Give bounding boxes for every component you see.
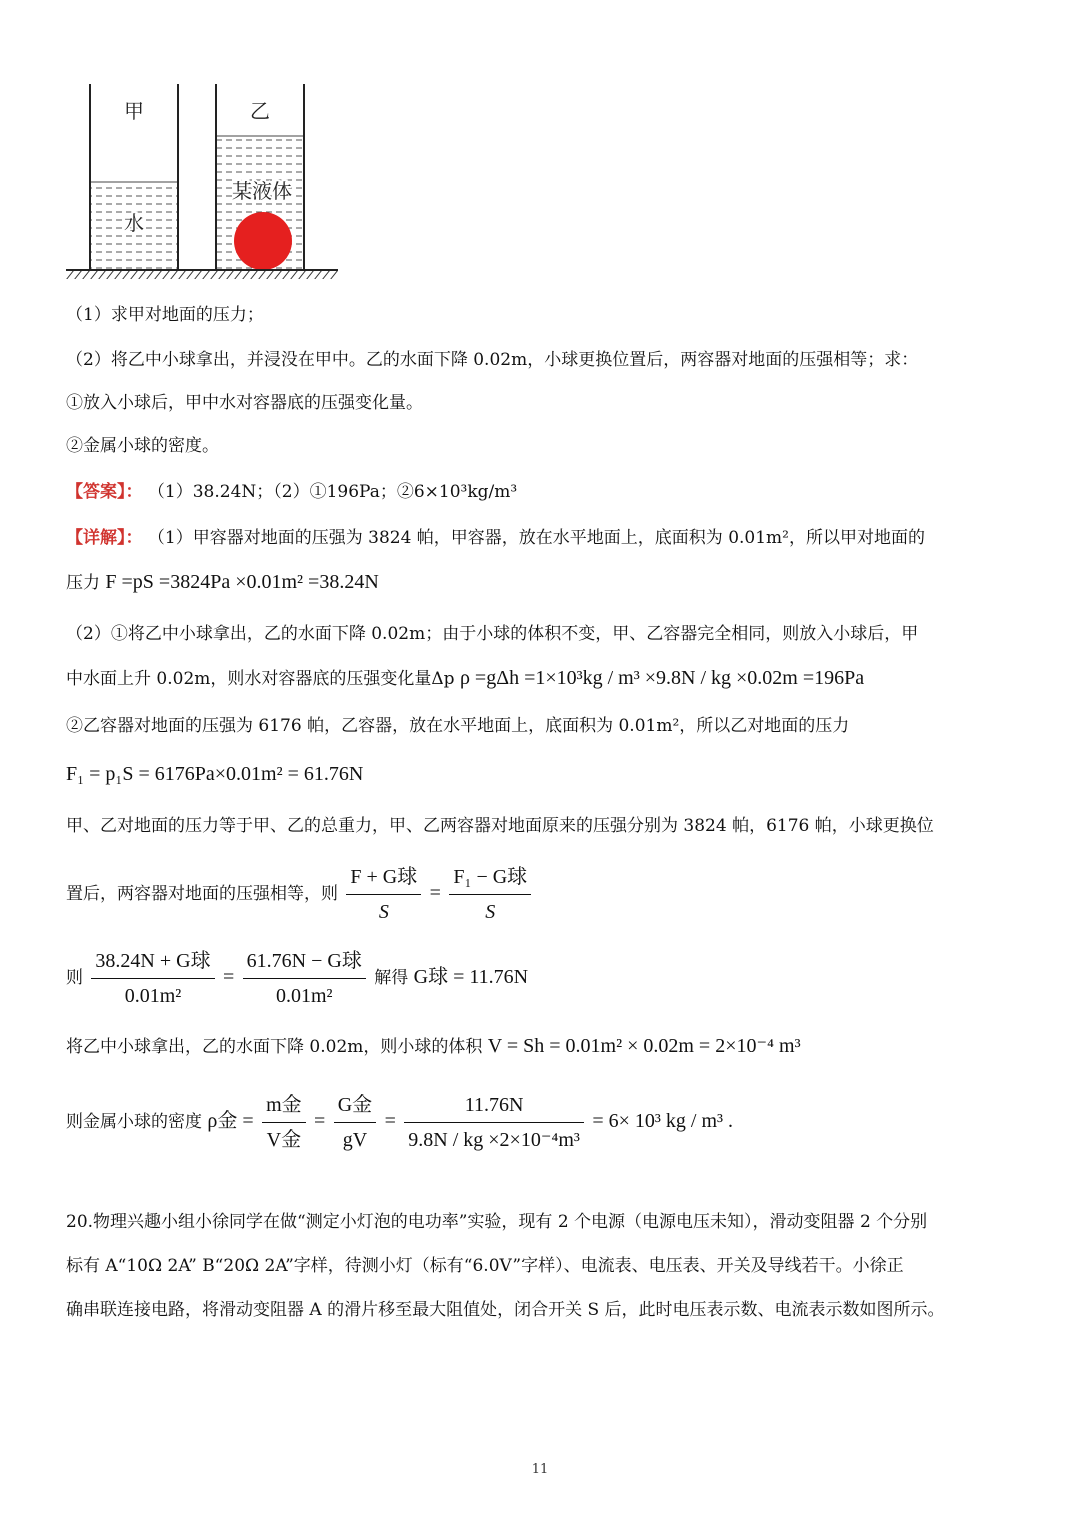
fraction-weight-gv (334, 1090, 376, 1155)
fraction-density-value (404, 1090, 584, 1155)
fraction-left-numerator: F + G球 (346, 862, 421, 895)
containers-diagram (66, 80, 346, 285)
fraction-mass-volume (262, 1090, 306, 1155)
detail-text-4: 中水面上升 0.02m，则水对容器底的压强变化量Δp (66, 669, 455, 689)
question-20-line-1: 20.物理兴趣小组小徐同学在做“测定小灯泡的电功率”实验，现有 2 个电源（电源电压未知），滑动变阻器 2 个分别 (66, 1212, 928, 1232)
fraction-left (346, 862, 421, 927)
detail-line-1 (66, 526, 925, 550)
fraction-right-denominator: S (485, 901, 496, 923)
fraction-right-numerator: F₁ − G球 (449, 862, 531, 895)
question-2b: ②金属小球的密度。 (66, 436, 219, 456)
fraction-force-b (243, 946, 366, 1011)
answer-tag: 【答案】： (66, 482, 143, 502)
page-number: 11 (531, 1462, 549, 1477)
fraction-gv: gV (342, 1129, 368, 1151)
fraction-density-numerator: 11.76N (404, 1090, 584, 1123)
ball-weight-result: G球 = 11.76N (413, 966, 529, 988)
detail-tag: 【详解】： (66, 528, 143, 548)
detail-line-3: （2）①将乙中小球拿出，乙的水面下降 0.02m；由于小球的体积不变，甲、乙容器完全相同，则放入小球后，甲 (66, 624, 919, 644)
density-result: = 6× 10³ kg / m³ . (592, 1110, 733, 1132)
question-2a: ①放入小球后，甲中水对容器底的压强变化量。 (66, 393, 423, 413)
detail-line-10 (66, 1034, 801, 1059)
detail-line-4 (66, 666, 864, 691)
fraction-force-a-numerator: 38.24N + G球 (91, 946, 214, 979)
question-20-line-3: 确串联连接电路，将滑动变阻器 A 的滑片移至最大阻值处，闭合开关 S 后，此时电压表示数、电流表示数如图所示。 (66, 1300, 945, 1320)
detail-text-11: 则金属小球的密度 (66, 1112, 202, 1132)
detail-text-8: 置后，两容器对地面的压强相等，则 (66, 884, 338, 904)
question-20-line-2: 标有 A“10Ω 2A” B“20Ω 2A”字样，待测小灯（标有“6.0V”字样）、电流表、电压表、开关及导线若干。小徐正 (66, 1256, 904, 1276)
answer-text: （1）38.24N；（2）①196Pa；②6×10³kg/m³ (147, 482, 518, 502)
formula-volume: V = Sh = 0.01m² × 0.02m = 2×10⁻⁴ m³ (487, 1035, 801, 1057)
detail-text-10: 将乙中小球拿出，乙的水面下降 0.02m，则小球的体积 (66, 1037, 483, 1057)
detail-line-2 (66, 570, 379, 595)
label-water: 水 (124, 211, 144, 235)
detail-line-9: 则 $\frac{\text{38.24N + G球}}{\text{0.01m²}}$ = $\frac{\text{61.76N − G球}}{\text{0.01m²}}$ 解得 G球 = 11.76N (66, 946, 528, 1011)
metal-ball (234, 212, 292, 270)
detail-line-5: ②乙容器对地面的压强为 6176 帕，乙容器，放在水平地面上，底面积为 0.01m²，所以乙对地面的压力 (66, 716, 850, 736)
detail-line-7: 甲、乙对地面的压力等于甲、乙的总重力，甲、乙两容器对地面原来的压强分别为 3824 帕，6176 帕，小球更换位 (66, 816, 934, 836)
formula-pressure-force: F =pS =3824Pa ×0.01m² =38.24N (105, 571, 379, 593)
label-liquid: 某液体 (232, 179, 292, 203)
fraction-volume: V金 (266, 1129, 302, 1151)
detail-text-1: （1）甲容器对地面的压强为 3824 帕，甲容器，放在水平地面上，底面积为 0.01m²，所以甲对地面的 (147, 528, 925, 548)
detail-text-9-mid: 解得 (374, 968, 409, 988)
answer-line (66, 480, 517, 504)
detail-text-2: 压力 (66, 573, 100, 593)
label-container-b: 乙 (250, 99, 270, 123)
detail-text-9: 则 (66, 968, 83, 988)
fraction-mass: m金 (262, 1090, 306, 1123)
fraction-force-b-denominator: 0.01m² (275, 985, 333, 1007)
fraction-weight: G金 (334, 1090, 376, 1123)
detail-line-8: 置后，两容器对地面的压强相等，则 $\frac{\text{F + G球}}{S}$ = $\frac{\text{F₁ − G球}}{S}$ (66, 862, 534, 927)
fraction-force-a (91, 946, 214, 1011)
fraction-force-a-denominator: 0.01m² (124, 985, 182, 1007)
ground-hatch (66, 271, 338, 279)
question-2: （2）将乙中小球拿出，并浸没在甲中。乙的水面下降 0.02m，小球更换位置后，两容器对地面的压强相等；求： (66, 350, 919, 370)
detail-line-6 (66, 762, 363, 787)
fraction-left-denominator: S (378, 901, 389, 923)
fraction-force-b-numerator: 61.76N − G球 (243, 946, 366, 979)
fraction-right (449, 862, 531, 927)
fraction-density-denominator: 9.8N / kg ×2×10⁻⁴m³ (408, 1129, 580, 1151)
density-symbol: ρ金 = (207, 1110, 254, 1132)
formula-force-b: F₁ = p₁S = 6176Pa×0.01m² = 61.76N (66, 763, 364, 785)
question-1: （1）求甲对地面的压力； (66, 305, 264, 325)
detail-line-11: 则金属小球的密度 ρ金 = $\frac{\text{m金}}{\text{V金}}$ = $\frac{\text{G金}}{gV}$ = $\frac{11.76N}{\text{9.8N / kg ×2×10⁻⁴m³}}$ = 6× 10³ kg / m³ . (66, 1090, 733, 1155)
label-container-a: 甲 (124, 99, 144, 123)
formula-pressure-change: ρ =gΔh =1×10³kg / m³ ×9.8N / kg ×0.02m =196Pa (459, 667, 865, 689)
